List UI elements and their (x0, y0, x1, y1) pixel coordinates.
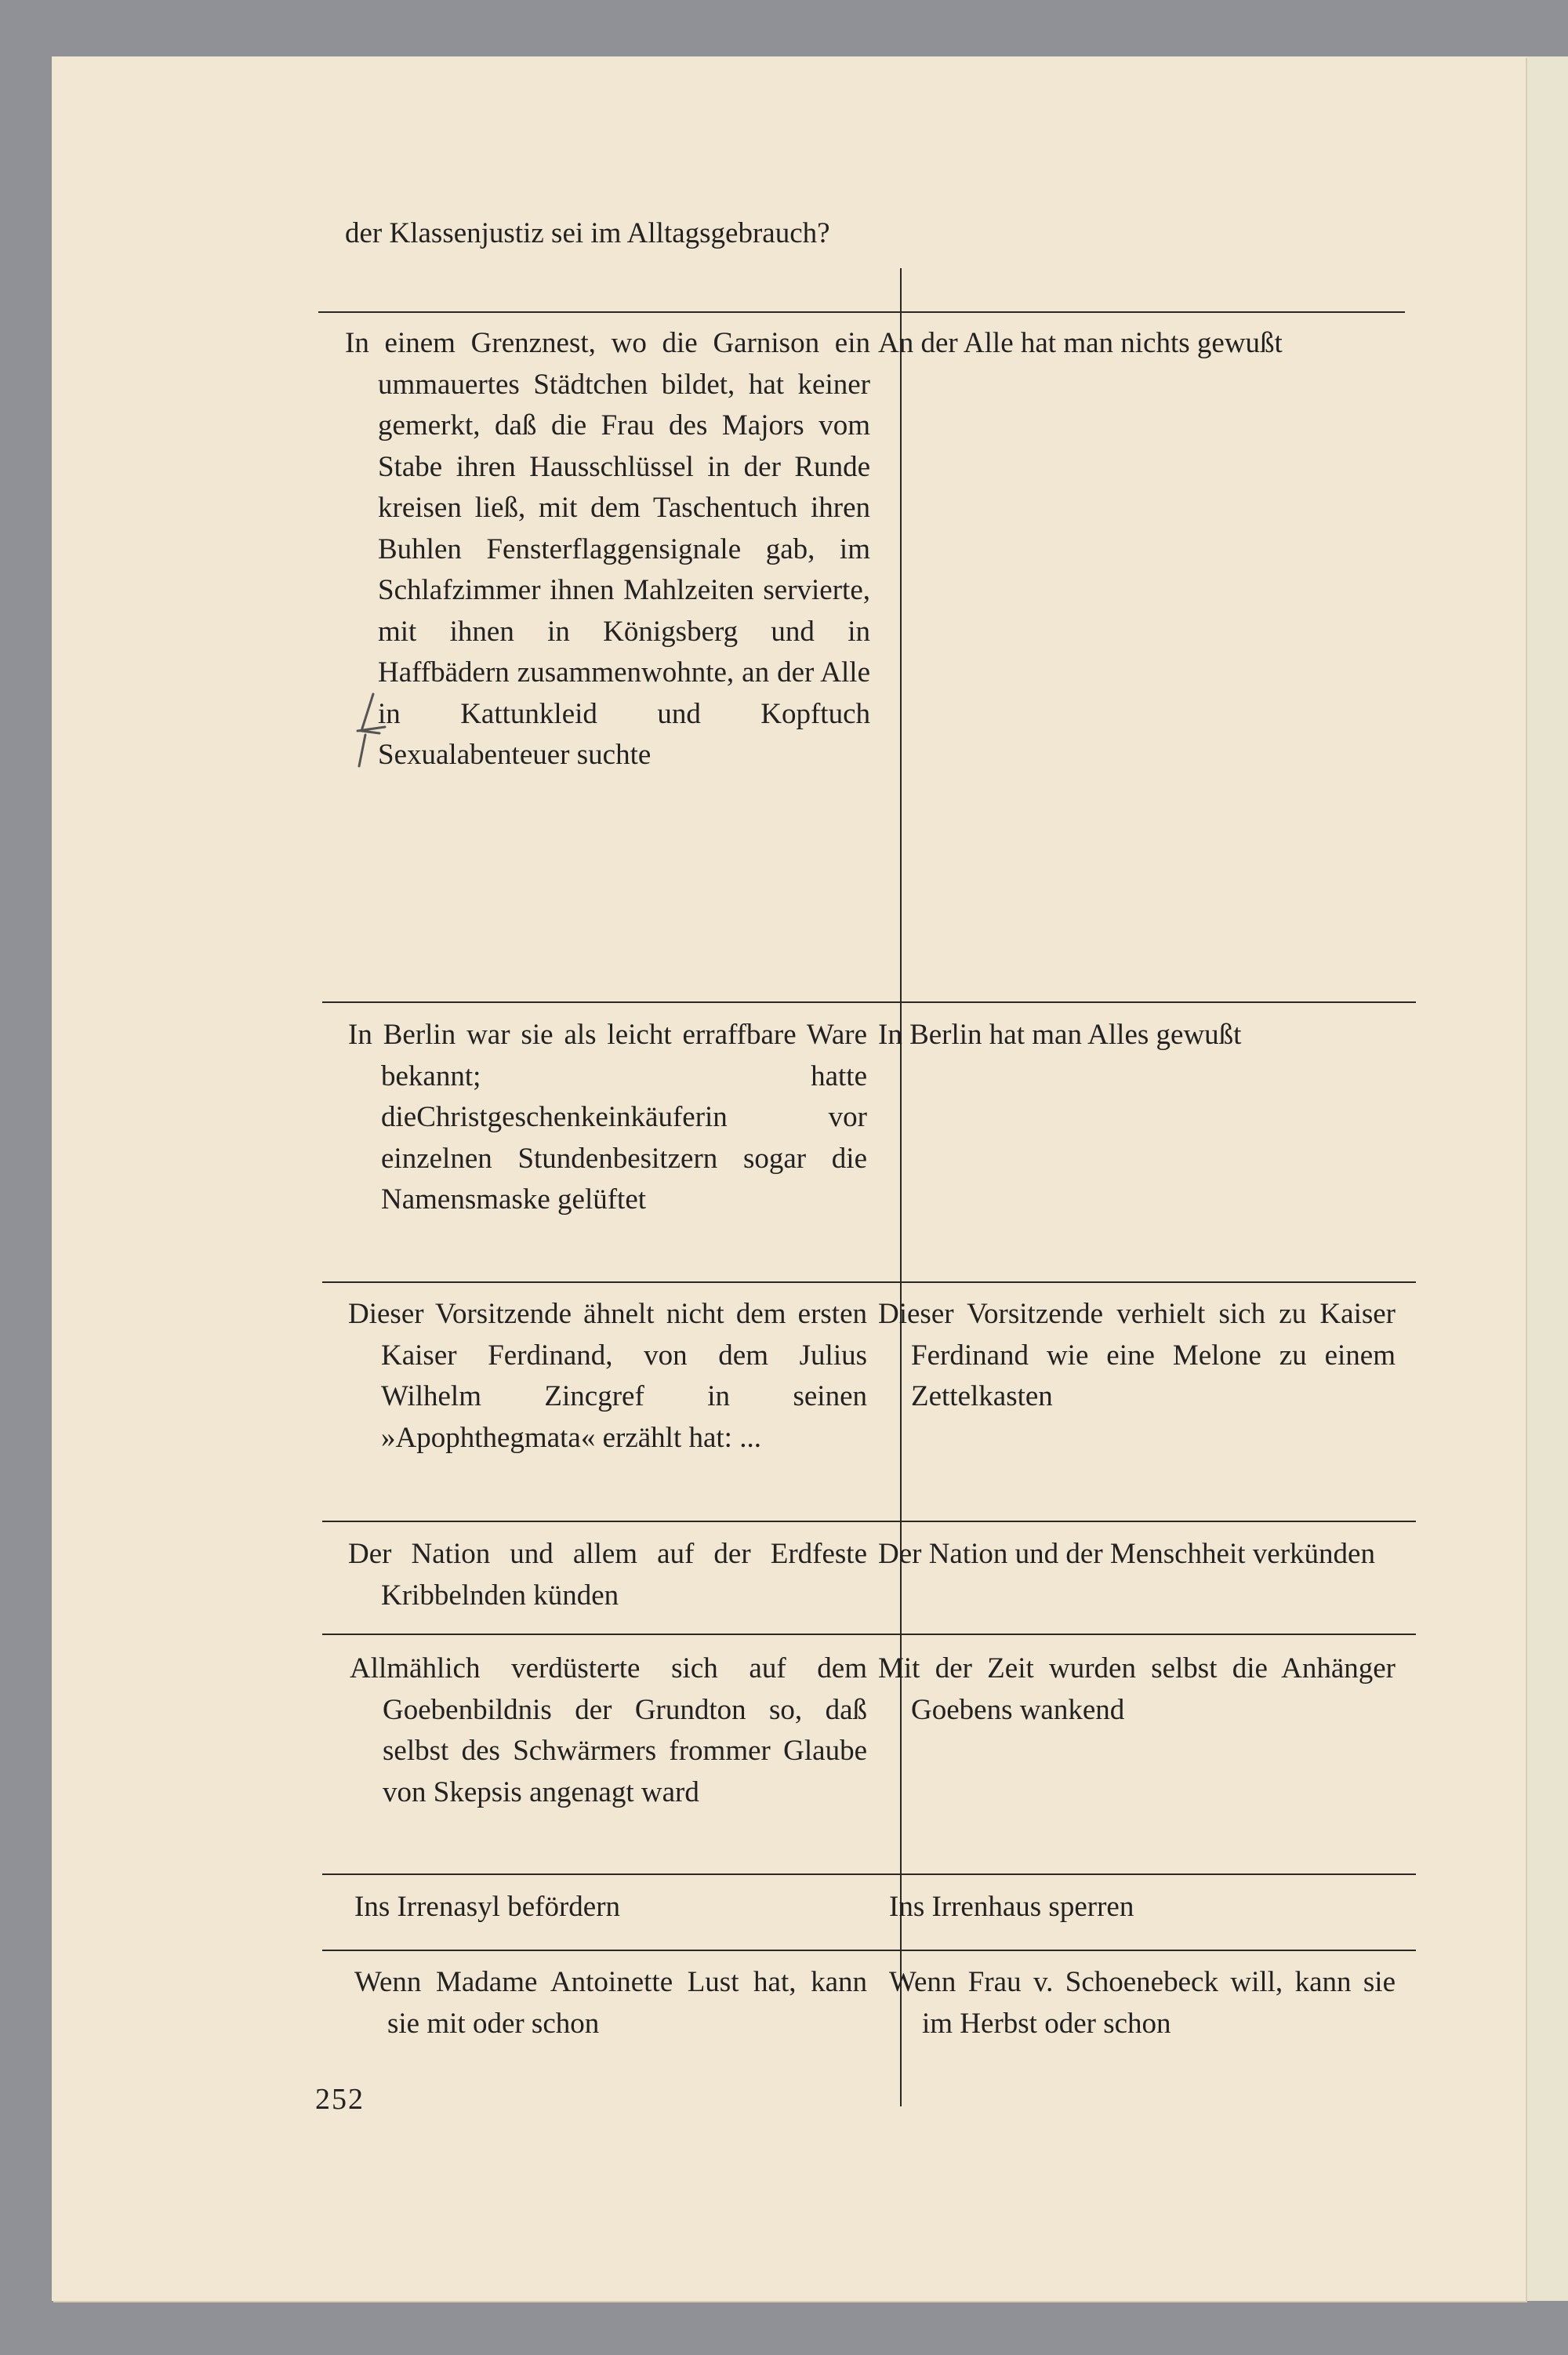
left-cell-row-6 (354, 1887, 867, 1928)
row-rule-2 (322, 1001, 885, 1003)
row-rule-4 (322, 1521, 888, 1522)
left-cell-row-2 (348, 1015, 867, 1221)
right-text-row-3: Dieser Vorsitzende verhielt sich zu Kaiser Ferdinand wie eine Melone zu einem Zettelkasten (878, 1298, 1396, 1412)
right-cell-row-7 (889, 1962, 1396, 2044)
left-cell-row-1 (345, 323, 870, 776)
left-cell-row-4 (348, 1534, 867, 1616)
left-text-row-1: In einem Grenznest, wo die Garnison ein ummauertes Städtchen bildet, hat keiner gemerkt, daß die Frau des Majors vom Stabe ihren Hausschlüssel in der Runde kreisen ließ, mit dem Taschentuch ihren Buhlen Fensterflaggensignale gab, im Schlafzimmer ihnen Mahlzeiten servierte, mit ihnen in Königsberg und in Haffbädern zusammenwohnte, an der Alle in Kattunkleid und Kopftuch Sexualabenteuer suchte (345, 327, 870, 771)
row-rule-7 (322, 1950, 888, 1951)
right-cell-row-2 (878, 1015, 1396, 1056)
row-rule-1-right (844, 311, 1405, 313)
row-rule-2-right (850, 1001, 1416, 1003)
right-text-row-2: In Berlin hat man Alles gewußt (878, 1019, 1242, 1051)
left-text-row-5: Allmählich verdüsterte sich auf dem Goebenbildnis der Grundton so, daß selbst des Schwärmers frommer Glaube von Skepsis angenagt ward (350, 1652, 867, 1808)
left-cell-row-3 (348, 1294, 867, 1459)
next-page-edge (1521, 56, 1568, 2301)
left-text-row-3: Dieser Vorsitzende ähnelt nicht dem ersten Kaiser Ferdinand, von dem Julius Wilhelm Zincgref in seinen »Apophthegmata« erzählt hat: ... (348, 1298, 867, 1454)
left-cell-row-7 (354, 1962, 867, 2044)
left-text-row-6: Ins Irrenasyl befördern (354, 1891, 621, 1923)
page-number: 252 (315, 2083, 365, 2116)
row-rule-6-right (850, 1873, 1416, 1875)
left-text-row-7: Wenn Madame Antoinette Lust hat, kann sie mit oder schon (354, 1966, 867, 2040)
right-text-row-7: Wenn Frau v. Schoenebeck will, kann sie im Herbst oder schon (889, 1966, 1396, 2040)
row-rule-1 (318, 311, 881, 313)
row-rule-3-right (850, 1281, 1416, 1283)
right-text-row-4: Der Nation und der Menschheit verkünden (878, 1538, 1375, 1570)
right-text-row-5: Mit der Zeit wurden selbst die Anhänger Goebens wankend (878, 1652, 1396, 1726)
left-text-row-4: Der Nation und allem auf der Erdfeste Kribbelnden künden (348, 1538, 867, 1612)
row-rule-7-right (850, 1950, 1416, 1951)
left-cell-row-5 (350, 1648, 867, 1813)
right-text-row-6: Ins Irrenhaus sperren (889, 1891, 1134, 1923)
book-page (52, 56, 1526, 2301)
left-cell-row-0 (345, 213, 861, 255)
right-cell-row-5 (878, 1648, 1396, 1731)
row-rule-5 (322, 1634, 888, 1635)
column-divider (900, 268, 902, 2106)
left-text-row-2: In Berlin war sie als leicht erraffbare Ware bekannt; hatte dieChristgeschenkeinkäuferin vor einzelnen Stundenbesitzern sogar die Namensmaske gelüftet (348, 1019, 867, 1216)
right-cell-row-4 (878, 1534, 1396, 1575)
right-cell-row-6 (889, 1887, 1396, 1928)
left-text-row-0: der Klassenjustiz sei im Alltagsgebrauch? (345, 217, 830, 249)
row-rule-5-right (850, 1634, 1416, 1635)
row-rule-3 (322, 1281, 888, 1283)
right-cell-row-1 (878, 323, 1396, 365)
right-text-row-1: An der Alle hat man nichts gewußt (878, 327, 1283, 359)
row-rule-4-right (850, 1521, 1416, 1522)
right-cell-row-3 (878, 1294, 1396, 1418)
row-rule-6 (322, 1873, 888, 1875)
